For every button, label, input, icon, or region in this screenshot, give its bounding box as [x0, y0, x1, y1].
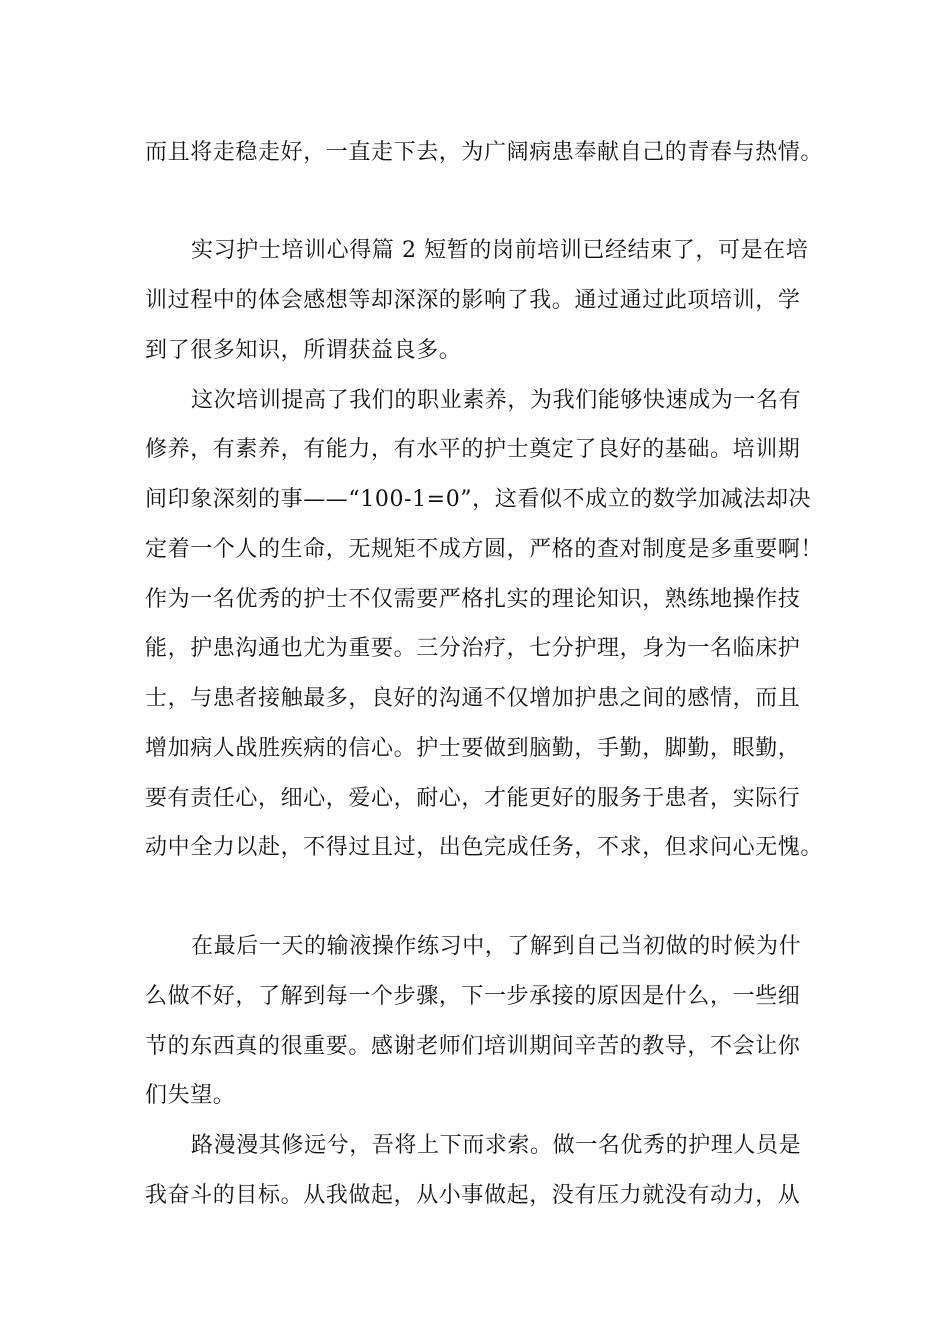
text-line: 在最后一天的输液操作练习中，了解到自己当初做的时候为什: [191, 934, 802, 959]
text-line: 而且将走稳走好，一直走下去，为广阔病患奉献自己的青春与热情。: [145, 140, 824, 165]
text-line: 我奋斗的目标。从我做起，从小事做起，没有压力就没有动力，从: [145, 1183, 801, 1208]
text-line: 训过程中的体会感想等却深深的影响了我。通过通过此项培训，学: [145, 288, 801, 313]
text-line: 士，与患者接触最多，良好的沟通不仅增加护患之间的感情，而且: [145, 686, 801, 711]
text-line: 作为一名优秀的护士不仅需要严格扎实的理论知识，熟练地操作技: [145, 587, 801, 612]
text-line: 修养，有素养，有能力，有水平的护士奠定了良好的基础。培训期: [145, 437, 801, 462]
text-line: 间印象深刻的事——“100-1=0”，这看似不成立的数学加减法却决: [145, 487, 812, 512]
text-line: 能，护患沟通也尤为重要。三分治疗，七分护理，身为一名临床护: [145, 636, 801, 661]
text-line: 动中全力以赴，不得过且过，出色完成任务，不求，但求问心无愧。: [145, 835, 824, 860]
text-line: 么做不好，了解到每一个步骤，下一步承接的原因是什么，一些细: [145, 984, 801, 1009]
text-line: 们失望。: [145, 1083, 236, 1108]
text-line: 到了很多知识，所谓获益良多。: [145, 338, 462, 363]
text-line: 定着一个人的生命，无规矩不成方圆，严格的查对制度是多重要啊！: [145, 537, 824, 562]
text-line: 路漫漫其修远兮，吾将上下而求索。做一名优秀的护理人员是: [191, 1133, 802, 1158]
text-line: 节的东西真的很重要。感谢老师们培训期间辛苦的教导，不会让你: [145, 1034, 801, 1059]
text-line: 要有责任心，细心，爱心，耐心，才能更好的服务于患者，实际行: [145, 786, 801, 811]
text-line: 增加病人战胜疾病的信心。护士要做到脑勤，手勤，脚勤，眼勤，: [145, 736, 801, 761]
text-line: 这次培训提高了我们的职业素养，为我们能够快速成为一名有: [191, 388, 802, 413]
text-line: 实习护士培训心得篇 2 短暂的岗前培训已经结束了，可是在培: [191, 238, 809, 263]
